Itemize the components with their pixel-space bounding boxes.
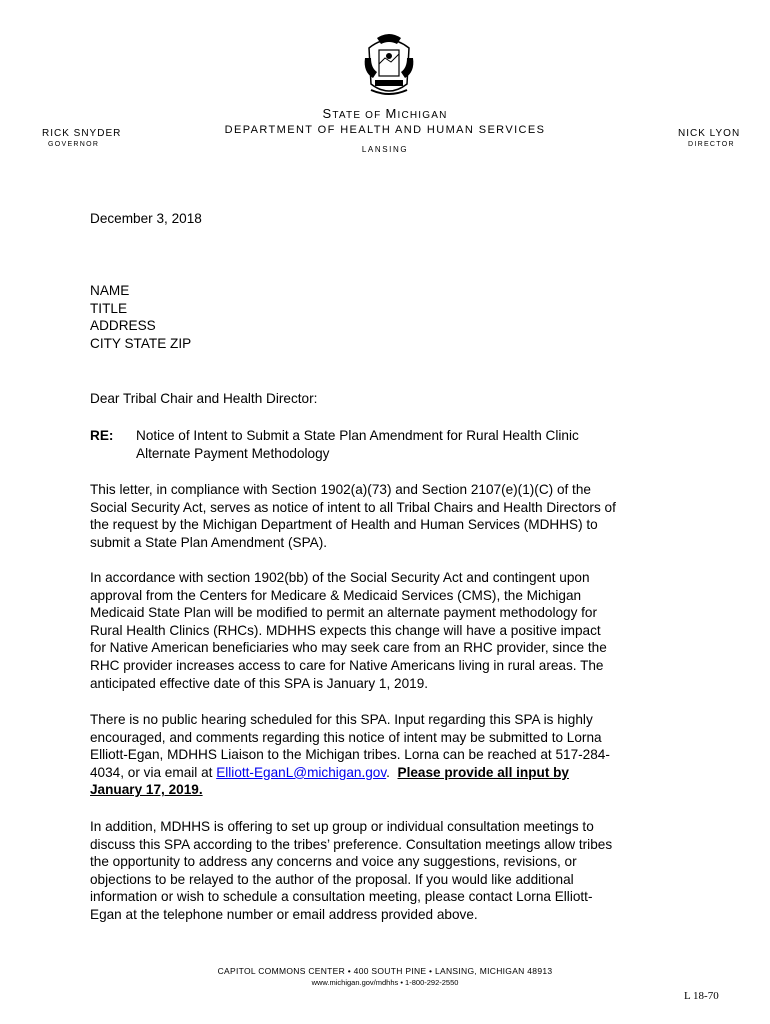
address-line: CITY STATE ZIP xyxy=(90,335,192,351)
paragraph-line: for Native American beneficiaries who may seek care from an RHC provider, since the xyxy=(90,640,607,656)
email-link[interactable]: Elliott-EganL@michigan.gov xyxy=(216,764,387,780)
paragraph-line: discuss this SPA according to the tribes’ preference. Consultation meetings allow tribes xyxy=(90,836,613,852)
footer-address: CAPITOL COMMONS CENTER • 400 SOUTH PINE • LANSING, MICHIGAN 48913 xyxy=(217,966,553,976)
letter-date: December 3, 2018 xyxy=(90,211,202,226)
paragraph-compliance xyxy=(90,481,690,551)
paragraph-line: information or wish to schedule a consultation meeting, please contact Lorna Elliott- xyxy=(90,889,593,905)
paragraph-line: the request by the Michigan Department of Health and Human Services (MDHHS) to xyxy=(90,517,598,533)
department-name: DEPARTMENT OF HEALTH AND HUMAN SERVICES xyxy=(224,124,546,136)
paragraph-line: anticipated effective date of this SPA is January 1, 2019. xyxy=(90,675,429,691)
address-line: NAME xyxy=(90,283,130,298)
salutation: Dear Tribal Chair and Health Director: xyxy=(90,391,318,406)
governor-title: GOVERNOR xyxy=(48,141,100,148)
paragraph-line: Rural Health Clinics (RHCs). MDHHS expects this change will have a positive impact xyxy=(90,622,601,638)
paragraph-line: RHC provider increases access to care for Native Americans living in rural areas. The xyxy=(90,657,604,673)
recipient-address-block xyxy=(90,282,191,352)
paragraph-line: In addition, MDHHS is offering to set up group or individual consultation meetings to xyxy=(90,819,594,834)
director-name: NICK LYON xyxy=(678,128,741,139)
re-label: RE: xyxy=(90,428,114,443)
paragraph-line: submit a State Plan Amendment (SPA). xyxy=(90,534,327,550)
paragraph-line: In accordance with section 1902(bb) of the Social Security Act and contingent upon xyxy=(90,570,590,585)
footer-contact: www.michigan.gov/mdhhs • 1-800-292-2550 xyxy=(311,978,459,987)
email-prefix-text: 4034, or via email at xyxy=(90,764,217,780)
paragraph-accordance xyxy=(90,569,690,692)
paragraph-line xyxy=(90,764,690,782)
paragraph-consultation xyxy=(90,818,690,924)
director-title: DIRECTOR xyxy=(688,141,735,148)
paragraph-line: Medicaid State Plan will be modified to permit an alternate payment methodology for xyxy=(90,605,598,621)
address-line: TITLE xyxy=(90,300,128,316)
paragraph-line: There is no public hearing scheduled for this SPA. Input regarding this SPA is highly xyxy=(90,712,593,727)
paragraph-line: Elliott-Egan, MDHHS Liaison to the Michigan tribes. Lorna can be reached at 517-284- xyxy=(90,747,610,763)
address-line: ADDRESS xyxy=(90,318,156,334)
paragraph-line: Social Security Act, serves as notice of intent to all Tribal Chairs and Health Directors of xyxy=(90,499,616,515)
governor-name: RICK SNYDER xyxy=(42,128,122,139)
paragraph-line xyxy=(90,781,690,799)
paragraph-line: the opportunity to address any concerns and voice any suggestions, revisions, or xyxy=(90,854,577,870)
state-seal-icon xyxy=(355,28,423,100)
subject-line xyxy=(136,427,656,462)
form-number: L 18-70 xyxy=(684,990,719,1002)
subject-line-2: Alternate Payment Methodology xyxy=(136,445,330,461)
paragraph-public-hearing xyxy=(90,711,690,799)
email-suffix-text: . xyxy=(386,764,398,780)
paragraph-line: This letter, in compliance with Section 1902(a)(73) and Section 2107(e)(1)(C) of the xyxy=(90,482,591,497)
paragraph-line: approval from the Centers for Medicare & Medicaid Services (CMS), the Michigan xyxy=(90,587,582,603)
deadline-date: January 17, 2019. xyxy=(90,782,203,798)
paragraph-line: objections to be relayed to the author of the proposal. If you would like additional xyxy=(90,871,574,887)
paragraph-line: encouraged, and comments regarding this notice of intent may be submitted to Lorna xyxy=(90,729,602,745)
subject-line-1: Notice of Intent to Submit a State Plan Amendment for Rural Health Clinic xyxy=(136,428,579,443)
city-name: LANSING xyxy=(361,145,409,154)
paragraph-line: Egan at the telephone number or email address provided above. xyxy=(90,906,478,922)
deadline-notice: Please provide all input by xyxy=(397,764,569,780)
state-name-heading: STATE OF MICHIGAN xyxy=(322,106,448,121)
